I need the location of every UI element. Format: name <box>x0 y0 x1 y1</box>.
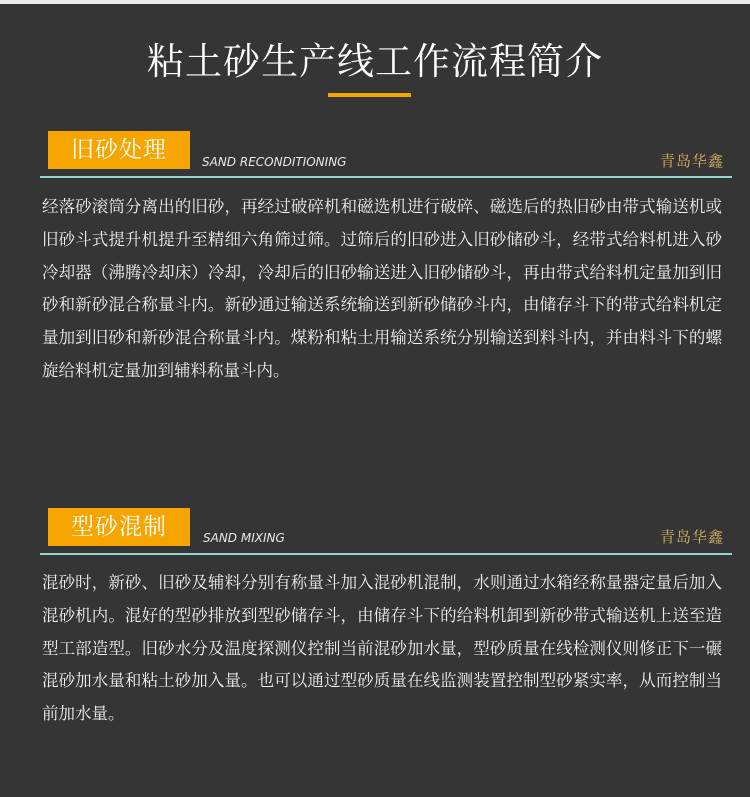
section-body: 混砂时，新砂、旧砂及辅料分别有称量斗加入混砂机混制，水则通过水箱经称量器定量后加入混砂机内。混好的型砂排放到型砂储存斗，由储存斗下的给料机卸到新砂带式输送机上送至造型工部造型。旧砂水分及温度探测仪控制当前混砂加水量，型砂质量在线检测仪则修正下一碾混砂加水量和粘土砂加入量。也可以通过型砂质量在线监测装置控制型砂紧实率，从而控制当前加水量。 <box>42 573 722 724</box>
section-subtitle-en: SAND RECONDITIONING <box>202 155 347 169</box>
section-divider <box>40 176 732 178</box>
section-divider <box>40 553 732 555</box>
section-tag: 型砂混制 <box>48 508 190 546</box>
section-body: 经落砂滚筒分离出的旧砂，再经过破碎机和磁选机进行破碎、磁选后的热旧砂由带式输送机或旧砂斗式提升机提升至精细六角筛过筛。过筛后的旧砂进入旧砂储砂斗，经带式给料机进入砂冷却器（沸腾冷却床）冷却，冷却后的旧砂输送进入旧砂储砂斗，再由带式给料机定量加到旧砂和新砂混合称量斗内。新砂通过输送系统输送到新砂储砂斗内，由储存斗下的带式给料机定量加到旧砂和新砂混合称量斗内。煤粉和粘土用输送系统分别输送到料斗内，并由料斗下的螺旋给料机定量加到辅料称量斗内。 <box>42 197 722 380</box>
page-title: 粘土砂生产线工作流程简介 <box>147 40 603 83</box>
brand-name: 青岛华鑫 <box>659 152 724 170</box>
brand-name: 青岛华鑫 <box>659 528 724 546</box>
top-strip <box>0 0 750 4</box>
section-subtitle-en: SAND MIXING <box>203 531 285 545</box>
title-underline <box>328 93 411 97</box>
section-tag: 旧砂处理 <box>48 131 190 169</box>
